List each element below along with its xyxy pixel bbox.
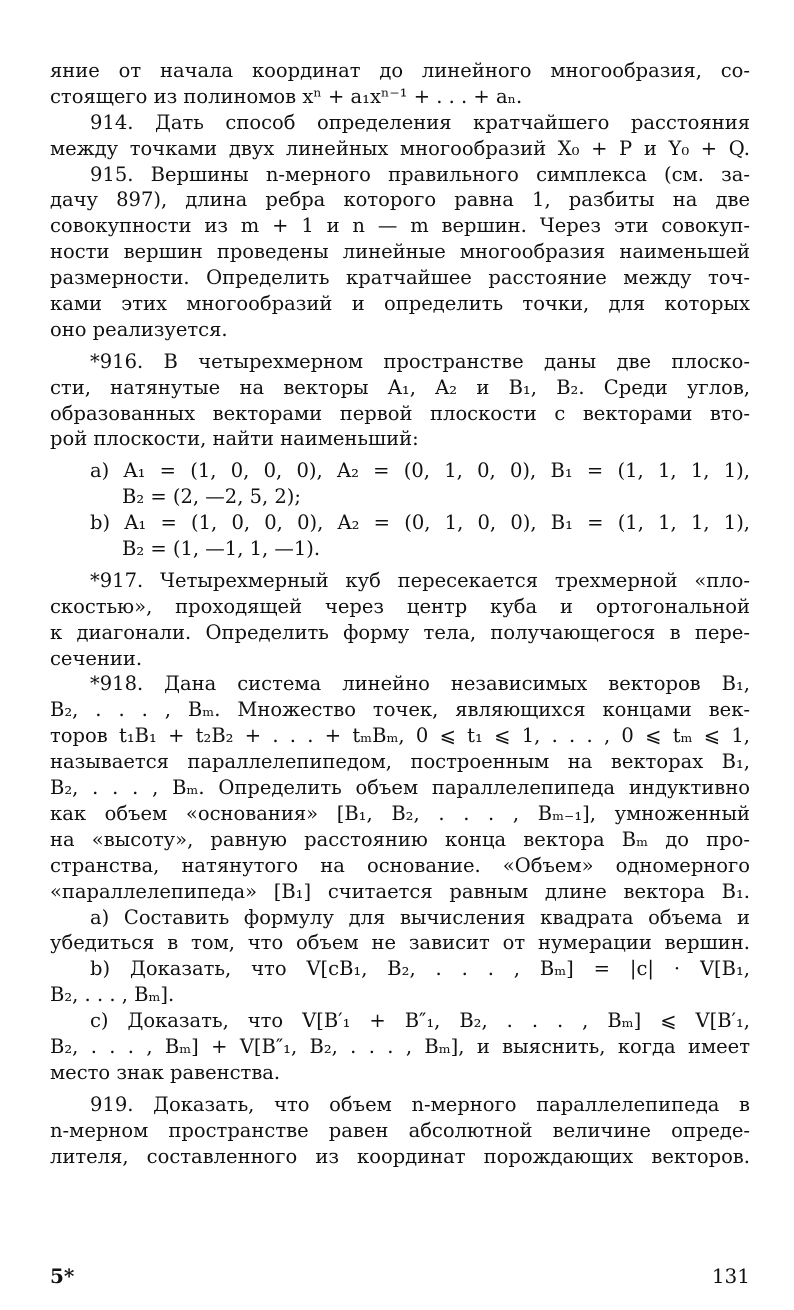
text-line: B₂, . . . , Bₘ]. xyxy=(50,983,175,1007)
signature-mark: 5* xyxy=(50,1264,75,1288)
text-line: b) Доказать, что V[cB₁, B₂, . . . , Bₘ] = |c| · V[B₁, xyxy=(90,957,750,981)
text-line: *917. Четырехмерный куб пересекается трехмерной «пло- xyxy=(90,568,750,592)
text-line: B₂, . . . , Bₘ] + V[B″₁, B₂, . . . , Bₘ], и выяснить, когда имеет xyxy=(50,1034,750,1058)
text-line: B₂, . . . , Bₘ. Множество точек, являющихся концами век- xyxy=(50,698,750,722)
text-line: ками этих многообразий и определить точки, для которых xyxy=(50,292,750,316)
text-line: на «высоту», равную расстоянию конца вектора Bₘ до про- xyxy=(50,827,750,851)
text-line: стоящего из полиномов xⁿ + a₁xⁿ⁻¹ + . . . + aₙ. xyxy=(50,84,523,108)
text-line: 919. Доказать, что объем n-мерного параллелепипеда в xyxy=(90,1092,750,1116)
text-line: B₂ = (1, —1, 1, —1). xyxy=(122,537,321,561)
text-line: совокупности из m + 1 и n — m вершин. Через эти совокуп- xyxy=(50,214,750,238)
text-line: как объем «основания» [B₁, B₂, . . . , Bₘ₋₁], умноженный xyxy=(50,801,750,825)
text-line: *918. Дана система линейно независимых векторов B₁, xyxy=(90,672,750,696)
text-line: b) A₁ = (1, 0, 0, 0), A₂ = (0, 1, 0, 0), B₁ = (1, 1, 1, 1), xyxy=(90,511,750,535)
text-line: дачу 897), длина ребра которого равна 1, разбиты на две xyxy=(50,188,750,212)
text-line: c) Доказать, что V[B′₁ + B″₁, B₂, . . . , Bₘ] ⩽ V[B′₁, xyxy=(90,1009,750,1033)
text-line: странства, натянутого на основание. «Объем» одномерного xyxy=(50,853,750,877)
text-line: 914. Дать способ определения кратчайшего расстояния xyxy=(90,110,750,134)
text-line: B₂, . . . , Bₘ. Определить объем параллелепипеда индуктивно xyxy=(50,776,750,800)
text-line: скостью», проходящей через центр куба и ортогональной xyxy=(50,594,750,618)
text-line: «параллелепипеда» [B₁] считается равным длине вектора B₁. xyxy=(50,879,750,903)
text-line: называется параллелепипедом, построенным на векторах B₁, xyxy=(50,750,750,774)
text-line: место знак равенства. xyxy=(50,1060,281,1084)
text-line: 915. Вершины n-мерного правильного симплекса (см. за- xyxy=(90,162,750,186)
text-line: образованных векторами первой плоскости с векторами вто- xyxy=(50,401,750,425)
text-line: a) A₁ = (1, 0, 0, 0), A₂ = (0, 1, 0, 0), B₁ = (1, 1, 1, 1), xyxy=(90,459,750,483)
text-line: a) Составить формулу для вычисления квадрата объема и xyxy=(90,905,750,929)
text-line: сти, натянутые на векторы A₁, A₂ и B₁, B₂. Среди углов, xyxy=(50,375,750,399)
text-line: к диагонали. Определить форму тела, получающегося в пере- xyxy=(50,620,750,644)
text-line: оно реализуется. xyxy=(50,317,228,341)
text-line: лителя, составленного из координат порождающих векторов. xyxy=(50,1144,750,1168)
text-line: размерности. Определить кратчайшее расстояние между точ- xyxy=(50,266,750,290)
text-line: рой плоскости, найти наименьший: xyxy=(50,427,419,451)
text-line: торов t₁B₁ + t₂B₂ + . . . + tₘBₘ, 0 ⩽ t₁ ⩽ 1, . . . , 0 ⩽ tₘ ⩽ 1, xyxy=(50,724,750,748)
text-line: между точками двух линейных многообразий X₀ + P и Y₀ + Q. xyxy=(50,136,750,160)
text-line: B₂ = (2, —2, 5, 2); xyxy=(122,485,301,509)
text-line: сечении. xyxy=(50,646,143,670)
text-line: n-мерном пространстве равен абсолютной величине опреде- xyxy=(50,1118,750,1142)
text-line: яние от начала координат до линейного многообразия, со- xyxy=(50,59,750,82)
text-line: *916. В четырехмерном пространстве даны две плоско- xyxy=(90,349,750,373)
text-line: ности вершин проведены линейные многообразия наименьшей xyxy=(50,240,750,264)
text-line: убедиться в том, что объем не зависит от нумерации вершин. xyxy=(50,931,750,955)
page-number: 131 xyxy=(711,1264,750,1288)
